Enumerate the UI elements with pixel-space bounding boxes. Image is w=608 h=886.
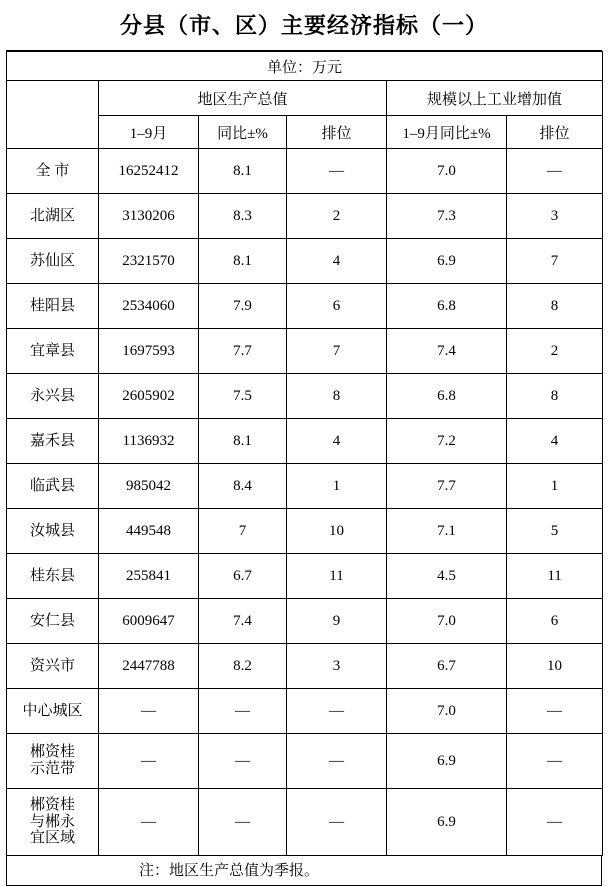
row-gdp-rank: — xyxy=(287,149,387,194)
row-gdp-value: — xyxy=(99,689,199,734)
table-row xyxy=(7,194,603,239)
row-gdp-value: 2447788 xyxy=(99,644,199,689)
region-name-line: 桂东县 xyxy=(29,567,75,584)
row-gdp-value: — xyxy=(99,734,199,789)
row-industry-rank: — xyxy=(507,149,603,194)
table-row xyxy=(7,284,603,329)
row-industry-rank: — xyxy=(507,734,603,789)
row-industry-rank: 5 xyxy=(507,509,603,554)
region-name-line: 汝城县 xyxy=(29,522,75,539)
row-gdp-rank: 11 xyxy=(287,554,387,599)
row-gdp-growth: 7.7 xyxy=(199,329,287,374)
region-name-line: 示范带 xyxy=(29,761,75,777)
row-gdp-rank: 6 xyxy=(287,284,387,329)
row-industry-growth: 7.0 xyxy=(387,149,507,194)
sub-header-industry-rank: 排位 xyxy=(507,116,603,149)
row-gdp-rank: — xyxy=(287,689,387,734)
row-region-name xyxy=(7,239,99,284)
region-name-line: 桂阳县 xyxy=(29,297,75,314)
table-body xyxy=(7,149,603,856)
table-row xyxy=(7,509,603,554)
row-region-name xyxy=(7,464,99,509)
row-industry-growth: 7.4 xyxy=(387,329,507,374)
row-gdp-value: 2605902 xyxy=(99,374,199,419)
row-region-name xyxy=(7,374,99,419)
row-gdp-growth: 8.1 xyxy=(199,239,287,284)
group-header-gdp: 地区生产总值 xyxy=(99,81,387,116)
row-gdp-growth: 8.4 xyxy=(199,464,287,509)
row-gdp-rank: 1 xyxy=(287,464,387,509)
row-region-name xyxy=(7,644,99,689)
row-region-name xyxy=(7,734,99,789)
row-industry-rank: — xyxy=(507,689,603,734)
row-industry-rank: 6 xyxy=(507,599,603,644)
region-name-line: 全 市 xyxy=(35,162,70,179)
row-gdp-growth: — xyxy=(199,789,287,856)
row-gdp-growth: 8.1 xyxy=(199,419,287,464)
region-name-line: 中心城区 xyxy=(22,702,83,719)
unit-row xyxy=(7,52,603,81)
table-row xyxy=(7,554,603,599)
table-row xyxy=(7,374,603,419)
row-industry-rank: 8 xyxy=(507,284,603,329)
region-name-line: 北湖区 xyxy=(29,207,75,224)
row-gdp-growth: 7.9 xyxy=(199,284,287,329)
table-row xyxy=(7,644,603,689)
region-name-line: 宜区域 xyxy=(29,830,75,847)
row-industry-rank: 7 xyxy=(507,239,603,284)
row-region-name xyxy=(7,194,99,239)
row-gdp-rank: — xyxy=(287,789,387,856)
region-name-line: 临武县 xyxy=(29,477,75,494)
row-industry-rank: 8 xyxy=(507,374,603,419)
region-name-line: 安仁县 xyxy=(29,612,75,629)
region-name-line: 与郴永 xyxy=(29,813,75,830)
row-gdp-value: 985042 xyxy=(99,464,199,509)
region-name-line: 永兴县 xyxy=(29,387,75,404)
row-gdp-growth: 7.5 xyxy=(199,374,287,419)
row-industry-growth: 7.3 xyxy=(387,194,507,239)
region-name-line: 郴资桂 xyxy=(29,796,75,813)
row-gdp-value: — xyxy=(99,789,199,856)
region-name-line: 郴资桂 xyxy=(29,744,75,761)
sub-header-gdp-growth: 同比±% xyxy=(199,116,287,149)
table-row xyxy=(7,239,603,284)
row-industry-rank: 11 xyxy=(507,554,603,599)
row-gdp-rank: 9 xyxy=(287,599,387,644)
row-region-name xyxy=(7,509,99,554)
row-industry-rank: 10 xyxy=(507,644,603,689)
row-gdp-value: 2321570 xyxy=(99,239,199,284)
row-gdp-rank: 3 xyxy=(287,644,387,689)
row-region-name xyxy=(7,419,99,464)
row-gdp-rank: 7 xyxy=(287,329,387,374)
row-gdp-rank: 8 xyxy=(287,374,387,419)
sub-header-gdp-period: 1–9月 xyxy=(99,116,199,149)
region-name-line: 资兴市 xyxy=(29,657,75,674)
row-industry-rank: 3 xyxy=(507,194,603,239)
row-industry-growth: 7.0 xyxy=(387,689,507,734)
row-industry-growth: 6.9 xyxy=(387,239,507,284)
row-industry-growth: 6.9 xyxy=(387,734,507,789)
row-gdp-rank: 2 xyxy=(287,194,387,239)
row-industry-growth: 6.9 xyxy=(387,789,507,856)
row-region-name xyxy=(7,554,99,599)
group-header-row xyxy=(7,81,603,116)
row-gdp-value: 449548 xyxy=(99,509,199,554)
row-industry-growth: 4.5 xyxy=(387,554,507,599)
row-gdp-value: 6009647 xyxy=(99,599,199,644)
row-gdp-value: 2534060 xyxy=(99,284,199,329)
row-gdp-growth: — xyxy=(199,734,287,789)
row-gdp-rank: 4 xyxy=(287,239,387,284)
row-industry-growth: 6.8 xyxy=(387,374,507,419)
row-region-name xyxy=(7,149,99,194)
row-industry-rank: — xyxy=(507,789,603,856)
row-gdp-value: 1136932 xyxy=(99,419,199,464)
unit-label: 单位：万元 xyxy=(7,52,603,81)
group-header-industry: 规模以上工业增加值 xyxy=(387,81,603,116)
row-region-name xyxy=(7,329,99,374)
row-gdp-value: 16252412 xyxy=(99,149,199,194)
row-gdp-value: 3130206 xyxy=(99,194,199,239)
row-industry-growth: 7.2 xyxy=(387,419,507,464)
row-industry-growth: 7.1 xyxy=(387,509,507,554)
row-industry-growth: 7.0 xyxy=(387,599,507,644)
row-gdp-value: 255841 xyxy=(99,554,199,599)
row-gdp-growth: — xyxy=(199,689,287,734)
table-row xyxy=(7,789,603,856)
page-title: 分县（市、区）主要经济指标（一） xyxy=(119,13,488,38)
sub-header-industry-growth: 1–9月同比±% xyxy=(387,116,507,149)
row-gdp-growth: 7 xyxy=(199,509,287,554)
row-gdp-growth: 8.3 xyxy=(199,194,287,239)
table-row xyxy=(7,689,603,734)
region-name-line: 嘉禾县 xyxy=(29,432,75,449)
region-name-line: 苏仙区 xyxy=(29,252,75,269)
row-region-name xyxy=(7,689,99,734)
table-row xyxy=(7,734,603,789)
table-row xyxy=(7,149,603,194)
table-row xyxy=(7,464,603,509)
sub-header-gdp-rank: 排位 xyxy=(287,116,387,149)
region-name-line: 宜章县 xyxy=(29,342,75,359)
row-region-name xyxy=(7,789,99,856)
table-row xyxy=(7,419,603,464)
row-gdp-rank: 4 xyxy=(287,419,387,464)
row-industry-rank: 2 xyxy=(507,329,603,374)
row-industry-rank: 4 xyxy=(507,419,603,464)
table-note: 注：地区生产总值为季报。 xyxy=(6,856,602,886)
row-industry-growth: 6.7 xyxy=(387,644,507,689)
header-region-column xyxy=(7,81,99,149)
economic-indicators-table xyxy=(6,51,603,856)
table-row xyxy=(7,329,603,374)
row-gdp-growth: 8.2 xyxy=(199,644,287,689)
row-region-name xyxy=(7,284,99,329)
row-industry-rank: 1 xyxy=(507,464,603,509)
row-region-name xyxy=(7,599,99,644)
row-gdp-rank: — xyxy=(287,734,387,789)
row-gdp-growth: 7.4 xyxy=(199,599,287,644)
row-gdp-growth: 8.1 xyxy=(199,149,287,194)
row-gdp-value: 1697593 xyxy=(99,329,199,374)
row-industry-growth: 6.8 xyxy=(387,284,507,329)
row-gdp-growth: 6.7 xyxy=(199,554,287,599)
row-gdp-rank: 10 xyxy=(287,509,387,554)
row-industry-growth: 7.7 xyxy=(387,464,507,509)
table-row xyxy=(7,599,603,644)
